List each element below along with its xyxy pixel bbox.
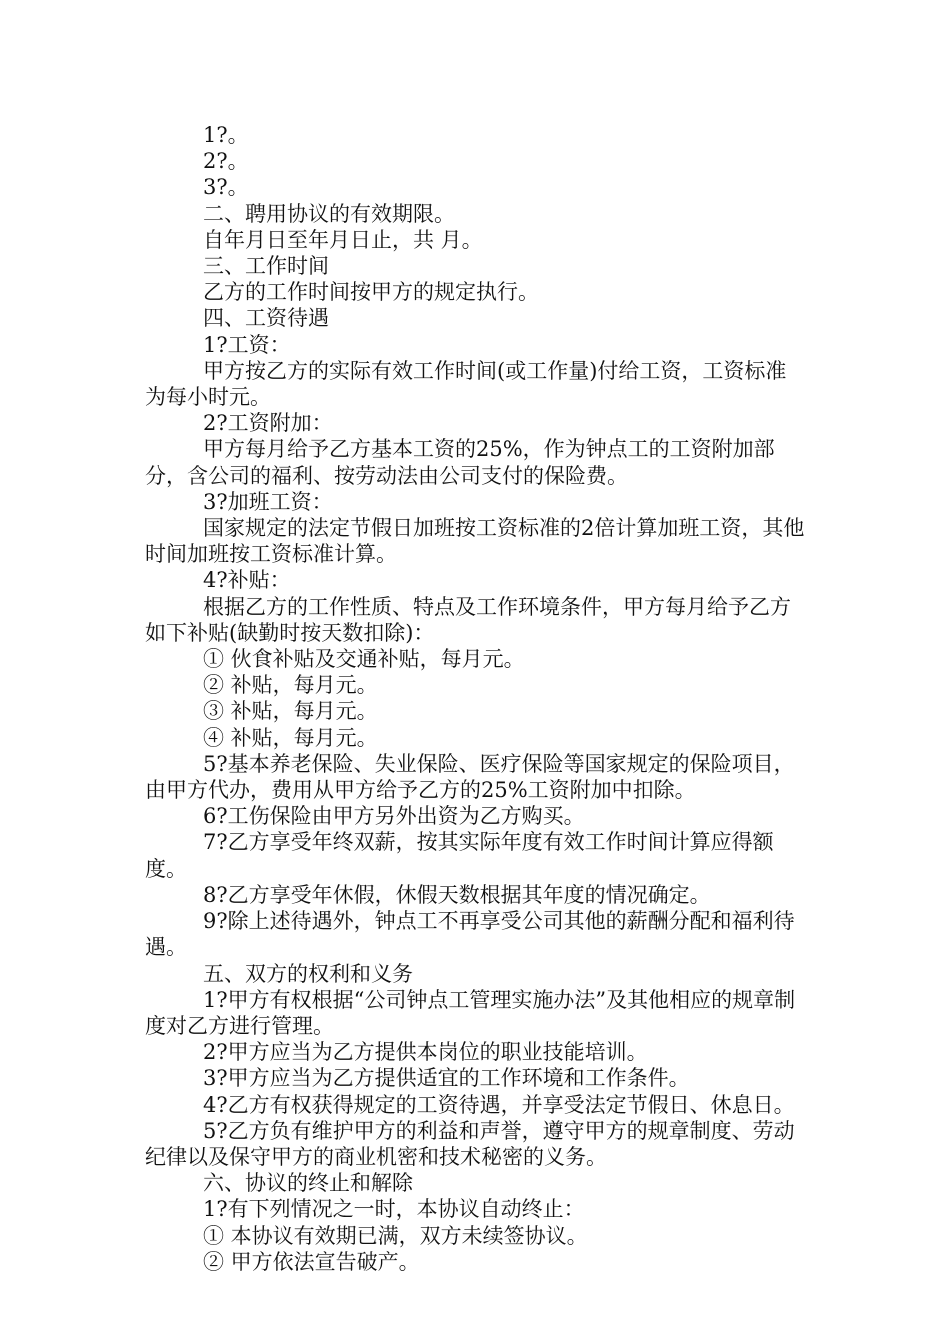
termination-item-1: ① 本协议有效期已满，双方未续签协议。 bbox=[203, 1223, 588, 1248]
work-time-text: 乙方的工作时间按甲方的规定执行。 bbox=[203, 280, 539, 305]
section-heading-rights: 五、双方的权利和义务 bbox=[203, 961, 413, 986]
section-heading-termination: 六、协议的终止和解除 bbox=[203, 1171, 413, 1196]
overtime-text: 国家规定的法定节假日加班按工资标准的2倍计算加班工资，其他时间加班按工资标准计算。 bbox=[145, 516, 805, 567]
injury-insurance-text: 6?工伤保险由甲方另外出资为乙方购买。 bbox=[203, 804, 585, 829]
other-benefits-text: 9?除上述待遇外，钟点工不再享受公司其他的薪酬分配和福利待遇。 bbox=[145, 909, 795, 960]
allowance-item-1: ① 伙食补贴及交通补贴，每月元。 bbox=[203, 647, 525, 672]
allowance-item-4: ④ 补贴，每月元。 bbox=[203, 725, 378, 750]
salary-addition-text: 甲方每月给予乙方基本工资的25%，作为钟点工的工资附加部分，含公司的福利、按劳动法由公司支付的保险费。 bbox=[145, 437, 775, 488]
list-item-3: 3?。 bbox=[203, 175, 249, 200]
list-item-2: 2?。 bbox=[203, 149, 249, 174]
allowance-item-2: ② 补贴，每月元。 bbox=[203, 673, 378, 698]
salary-subheading: 1?工资： bbox=[203, 332, 291, 357]
salary-addition-subheading: 2?工资附加： bbox=[203, 411, 333, 436]
insurance-text: 5?基本养老保险、失业保险、医疗保险等国家规定的保险项目，由甲方代办，费用从甲方给予乙方的25%工资附加中扣除。 bbox=[145, 751, 795, 803]
termination-item-2: ② 甲方依法宣告破产。 bbox=[203, 1249, 420, 1274]
termination-text: 1?有下列情况之一时，本协议自动终止： bbox=[203, 1197, 585, 1222]
salary-text: 甲方按乙方的实际有效工作时间(或工作量)付给工资，工资标准为每小时元。 bbox=[145, 358, 787, 410]
overtime-subheading: 3?加班工资： bbox=[203, 489, 333, 514]
rights-item-5: 5?乙方负有维护甲方的利益和声誉，遵守甲方的规章制度、劳动纪律以及保守甲方的商业机密和技术秘密的义务。 bbox=[145, 1118, 795, 1169]
section-heading-term: 二、聘用协议的有效期限。 bbox=[203, 201, 455, 226]
rights-item-4: 4?乙方有权获得规定的工资待遇，并享受法定节假日、休息日。 bbox=[203, 1092, 795, 1117]
allowance-subheading: 4?补贴： bbox=[203, 568, 291, 593]
section-heading-work-time: 三、工作时间 bbox=[203, 254, 329, 279]
annual-leave-text: 8?乙方享受年休假，休假天数根据其年度的情况确定。 bbox=[203, 882, 711, 907]
allowance-item-3: ③ 补贴，每月元。 bbox=[203, 699, 378, 724]
allowance-text: 根据乙方的工作性质、特点及工作环境条件，甲方每月给予乙方如下补贴(缺勤时按天数扣除)： bbox=[145, 594, 791, 645]
rights-item-2: 2?甲方应当为乙方提供本岗位的职业技能培训。 bbox=[203, 1040, 648, 1065]
rights-item-3: 3?甲方应当为乙方提供适宜的工作环境和工作条件。 bbox=[203, 1066, 690, 1091]
term-period-text: 自年月日至年月日止，共 月。 bbox=[203, 227, 483, 252]
document-body bbox=[145, 122, 805, 1275]
rights-item-1: 1?甲方有权根据“公司钟点工管理实施办法”及其他相应的规章制度对乙方进行管理。 bbox=[145, 987, 796, 1038]
list-item-1: 1?。 bbox=[203, 123, 249, 147]
section-heading-salary: 四、工资待遇 bbox=[203, 306, 329, 331]
year-end-bonus-text: 7?乙方享受年终双薪，按其实际年度有效工作时间计算应得额度。 bbox=[145, 830, 774, 881]
